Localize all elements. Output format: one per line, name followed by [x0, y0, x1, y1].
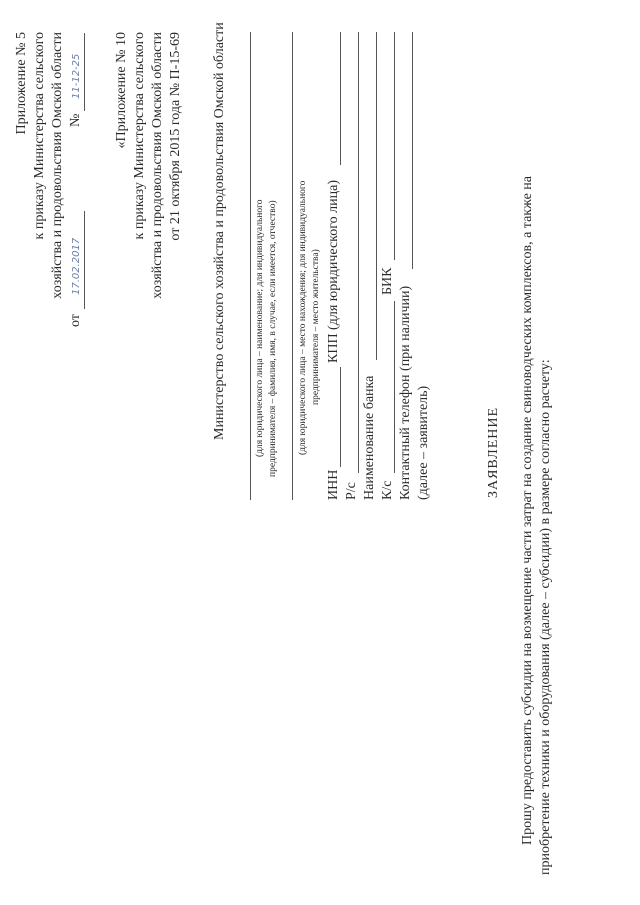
- name-line: [250, 32, 251, 500]
- appendix-line-2: хозяйства и продовольствия Омской области: [50, 32, 65, 299]
- bank-line: [376, 32, 377, 360]
- prior-line-2: хозяйства и продовольствия Омской области: [150, 32, 165, 299]
- appendix-num-label: №: [68, 113, 83, 127]
- name-hint-2: предпринимателя – фамилия, имя, в случае, если имеется, отчество): [268, 200, 278, 477]
- applicant-note: (далее – заявитель): [416, 385, 431, 500]
- bik-label: БИК: [380, 267, 395, 295]
- heading: ЗАЯВЛЕНИЕ: [486, 406, 501, 499]
- body-line-1: Прошу предоставить субсидии на возмещение части затрат на создание свиноводческих комплексов, а также на: [520, 176, 535, 845]
- prior-line-3: от 21 октября 2015 года № П-15-69: [168, 32, 183, 241]
- inn-line: [340, 367, 341, 467]
- address-hint-1: (для юридического лица – место нахождения; для индивидуального: [298, 180, 308, 455]
- ks-line: [394, 301, 395, 473]
- kpp-label: КПП (для юридического лица): [326, 180, 341, 363]
- appendix-title: Приложение № 5: [14, 32, 29, 135]
- prior-title: «Приложение № 10: [114, 32, 129, 149]
- kpp-line: [340, 32, 341, 165]
- date-line: [84, 211, 85, 309]
- date-handwritten: 17.02.2017: [71, 237, 82, 295]
- body-line-2: приобретение техники и оборудования (далее – субсидии) в размере согласно расчету:: [538, 359, 553, 875]
- rs-line: [358, 32, 359, 473]
- bank-label: Наименование банка: [362, 375, 377, 500]
- prior-line-1: к приказу Министерства сельского: [132, 32, 147, 240]
- appendix-from-label: от: [68, 314, 83, 327]
- address-line: [292, 32, 293, 500]
- number-handwritten: 11-12-25: [71, 53, 82, 99]
- bik-line: [394, 32, 395, 260]
- appendix-line-1: к приказу Министерства сельского: [32, 32, 47, 240]
- address-hint-2: предпринимателя – место жительства): [311, 249, 321, 405]
- inn-label: ИНН: [326, 469, 341, 500]
- ks-label: К/с: [380, 480, 395, 500]
- phone-line: [412, 32, 413, 269]
- rs-label: Р/с: [344, 482, 359, 500]
- number-line: [84, 33, 85, 111]
- phone-label: Контактный телефон (при наличии): [398, 285, 413, 500]
- name-hint-1: (для юридического лица – наименование; для индивидуального: [255, 199, 265, 457]
- recipient: Министерство сельского хозяйства и продовольствия Омской области: [212, 22, 227, 440]
